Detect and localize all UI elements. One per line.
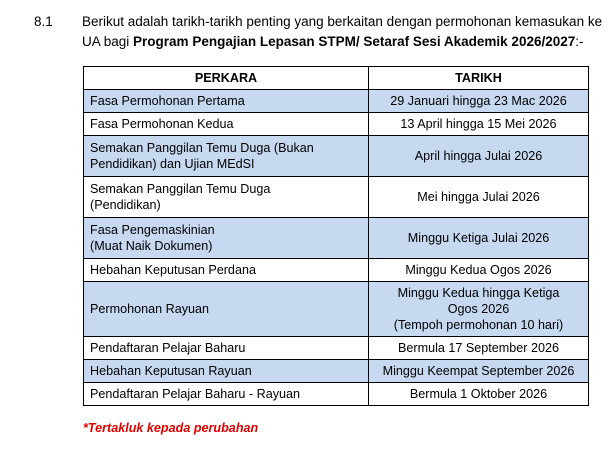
table-row [84, 360, 589, 383]
row-date: 13 April hingga 15 Mei 2026 [369, 113, 589, 136]
important-dates-table [83, 66, 589, 406]
row-item-line: Fasa Pengemaskinian [90, 223, 215, 237]
row-item: Fasa Permohonan Kedua [84, 113, 369, 136]
table-row [84, 90, 589, 113]
row-item [84, 218, 369, 259]
section-number: 8.1 [34, 14, 53, 29]
header-tarikh: TARIKH [369, 67, 589, 90]
table-row [84, 383, 589, 406]
row-date: Bermula 1 Oktober 2026 [369, 383, 589, 406]
table-row [84, 218, 589, 259]
table-row [84, 259, 589, 282]
row-item [84, 177, 369, 218]
subject-to-change-note: *Tertakluk kepada perubahan [83, 421, 259, 435]
row-item: Hebahan Keputusan Rayuan [84, 360, 369, 383]
row-item-line: (Pendidikan) [90, 198, 161, 212]
row-item-line: Semakan Panggilan Temu Duga (Bukan [90, 141, 314, 155]
section-intro [82, 12, 614, 52]
row-date-line: Ogos 2026 [447, 302, 510, 316]
row-date: Mei hingga Julai 2026 [369, 177, 589, 218]
row-date: Minggu Keempat September 2026 [369, 360, 589, 383]
row-date-line: (Tempoh permohonan 10 hari) [393, 318, 564, 332]
intro-end: :- [575, 34, 584, 49]
row-item: Pendaftaran Pelajar Baharu [84, 337, 369, 360]
intro-text: Berikut adalah tarikh-tarikh penting yang berkaitan dengan permohonan kemasukan ke UA bagi [82, 14, 603, 49]
table-row [84, 113, 589, 136]
row-item [84, 136, 369, 177]
table-row [84, 177, 589, 218]
table-row [84, 136, 589, 177]
intro-program-name: Program Pengajian Lepasan STPM/ Setaraf Sesi Akademik 2026/2027 [133, 34, 576, 49]
table-row [84, 337, 589, 360]
row-date [369, 282, 589, 337]
row-item-line: (Muat Naik Dokumen) [90, 239, 213, 253]
row-date: 29 Januari hingga 23 Mac 2026 [369, 90, 589, 113]
row-item: Hebahan Keputusan Perdana [84, 259, 369, 282]
row-date: Minggu Ketiga Julai 2026 [369, 218, 589, 259]
row-item-line: Semakan Panggilan Temu Duga [90, 182, 271, 196]
table-row [84, 282, 589, 337]
row-item: Fasa Permohonan Pertama [84, 90, 369, 113]
row-date: Bermula 17 September 2026 [369, 337, 589, 360]
row-date-line: Minggu Kedua hingga Ketiga [397, 286, 560, 300]
header-perkara: PERKARA [84, 67, 369, 90]
row-item: Permohonan Rayuan [84, 282, 369, 337]
row-date: April hingga Julai 2026 [369, 136, 589, 177]
row-item-line: Pendidikan) dan Ujian MEdSI [90, 157, 255, 171]
row-date: Minggu Kedua Ogos 2026 [369, 259, 589, 282]
row-item: Pendaftaran Pelajar Baharu - Rayuan [84, 383, 369, 406]
table-header-row [84, 67, 589, 90]
